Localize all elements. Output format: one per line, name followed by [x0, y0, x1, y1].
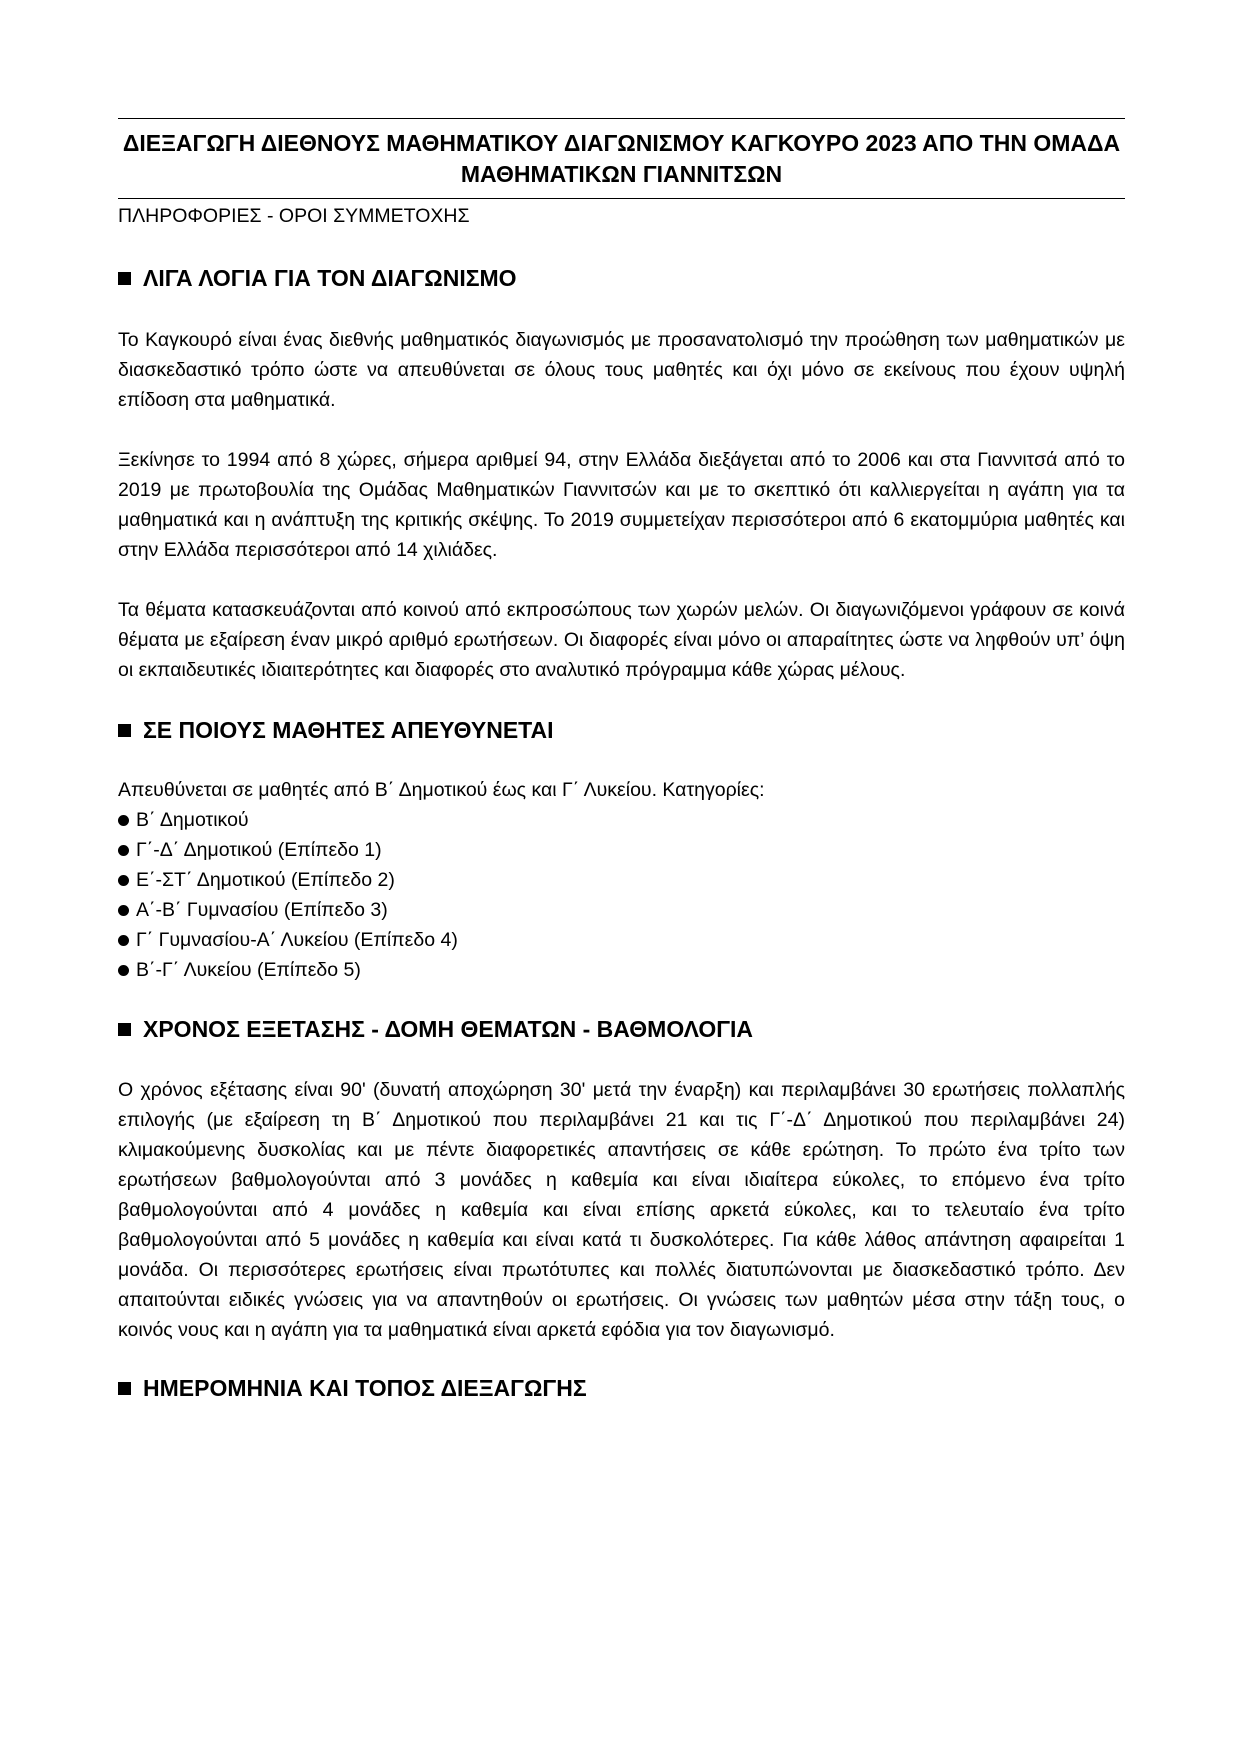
list-item: [118, 805, 1125, 835]
round-bullet-icon: [118, 875, 129, 886]
square-bullet-icon: [118, 724, 131, 737]
list-item-text: Ε΄-ΣΤ΄ Δημοτικού (Επίπεδο 2): [136, 869, 395, 891]
square-bullet-icon: [118, 272, 131, 285]
section-heading-exam: [118, 1014, 1125, 1044]
list-item-text: Α΄-Β΄ Γυμνασίου (Επίπεδο 3): [136, 899, 388, 921]
document-subtitle: ΠΛΗΡΟΦΟΡΙΕΣ - ΟΡΟΙ ΣΥΜΜΕΤΟΧΗΣ: [118, 205, 470, 227]
section-heading-text: ΧΡΟΝΟΣ ΕΞΕΤΑΣΗΣ - ΔΟΜΗ ΘΕΜΑΤΩΝ - ΒΑΘΜΟΛΟΓΙΑ: [143, 1016, 754, 1042]
section-heading-date-place: [118, 1373, 1125, 1403]
section-heading-audience: [118, 715, 1125, 745]
round-bullet-icon: [118, 845, 129, 856]
square-bullet-icon: [118, 1382, 131, 1395]
list-item: [118, 865, 1125, 895]
title-underline: [118, 198, 1125, 199]
about-paragraph-1: Το Καγκουρό είναι ένας διεθνής μαθηματικός διαγωνισμός με προσανατολισμό την προώθηση των μαθηματικών με διασκεδαστικό τρόπο ώστε να απευθύνεται σε όλους τους μαθητές και όχι μόνο σε εκείνους που έχουν υψηλή επίδοση στα μαθηματικά.: [118, 329, 1125, 411]
round-bullet-icon: [118, 905, 129, 916]
square-bullet-icon: [118, 1023, 131, 1036]
list-item: [118, 925, 1125, 955]
document-page: [118, 118, 1125, 1403]
list-item-text: Β΄ Δημοτικού: [136, 809, 249, 831]
list-item-text: Γ΄-Δ΄ Δημοτικού (Επίπεδο 1): [136, 839, 382, 861]
round-bullet-icon: [118, 815, 129, 826]
list-item: [118, 955, 1125, 985]
list-item: [118, 895, 1125, 925]
list-item-text: Β΄-Γ΄ Λυκείου (Επίπεδο 5): [136, 959, 361, 981]
category-list: [118, 805, 1125, 985]
list-item-text: Γ΄ Γυμνασίου-Α΄ Λυκείου (Επίπεδο 4): [136, 929, 458, 951]
about-paragraph-3: Τα θέματα κατασκευάζονται από κοινού από εκπροσώπους των χωρών μελών. Οι διαγωνιζόμενοι γράφουν σε κοινά θέματα με εξαίρεση έναν μικρό αριθμό ερωτήσεων. Οι διαφορές είναι μόνο οι απαραίτητες ώστε να ληφθούν υπ’ όψη οι εκπαιδευτικές ιδιαιτερότητες και διαφορές στο αναλυτικό πρόγραμμα κάθε χώρας μέλους.: [118, 599, 1125, 681]
section-heading-text: ΣΕ ΠΟΙΟΥΣ ΜΑΘΗΤΕΣ ΑΠΕΥΘΥΝΕΤΑΙ: [143, 717, 554, 743]
top-rule: [118, 118, 1125, 119]
section-heading-about: [118, 263, 1125, 293]
exam-paragraph-1: Ο χρόνος εξέτασης είναι 90' (δυνατή αποχώρηση 30' μετά την έναρξη) και περιλαμβάνει 30 ερωτήσεις πολλαπλής επιλογής (με εξαίρεση τη Β΄ Δημοτικού που περιλαμβάνει 21 και τις Γ΄-Δ΄ Δημοτικού που περιλαμβάνει 24) κλιμακούμενης δυσκολίας και με πέντε διαφορετικές απαντήσεις σε κάθε ερώτηση. Το πρώτο ένα τρίτο των ερωτήσεων βαθμολογούνται από 3 μονάδες η καθεμία και είναι ιδιαίτερα εύκολες, το επόμενο ένα τρίτο βαθμολογούνται από 4 μονάδες η καθεμία και είναι επίσης αρκετά εύκολες, και το τελευταίο ένα τρίτο βαθμολογούνται από 5 μονάδες η καθεμία και είναι κατά τι δυσκολότερες. Για κάθε λάθος απάντηση αφαιρείται 1 μονάδα. Οι περισσότερες ερωτήσεις είναι πρωτότυπες και πολλές διατυπώνονται με διασκεδαστικό τρόπο. Δεν απαιτούνται ειδικές γνώσεις για να απαντηθούν οι ερωτήσεις. Οι γνώσεις των μαθητών μέσα στην τάξη τους, ο κοινός νους και η αγάπη για τα μαθηματικά είναι αρκετά εφόδια για τον διαγωνισμό.: [118, 1079, 1125, 1341]
about-paragraph-2: Ξεκίνησε το 1994 από 8 χώρες, σήμερα αριθμεί 94, στην Ελλάδα διεξάγεται από το 2006 και στα Γιαννιτσά από το 2019 με πρωτοβουλία της Ομάδας Μαθηματικών Γιαννιτσών και με το σκεπτικό ότι καλλιεργείται η αγάπη για τα μαθηματικά και η ανάπτυξη της κριτικής σκέψης. Το 2019 συμμετείχαν περισσότεροι από 6 εκατομμύρια μαθητές και στην Ελλάδα περισσότεροι από 14 χιλιάδες.: [118, 449, 1125, 561]
document-title: ΔΙΕΞΑΓΩΓΗ ΔΙΕΘΝΟΥΣ ΜΑΘΗΜΑΤΙΚΟΥ ΔΙΑΓΩΝΙΣΜΟΥ ΚΑΓΚΟΥΡΟ 2023 ΑΠΟ ΤΗΝ ΟΜΑΔΑ ΜΑΘΗΜΑΤΙΚΩΝ ΓΙΑΝΝΙΤΣΩΝ: [122, 130, 1121, 187]
round-bullet-icon: [118, 965, 129, 976]
section-heading-text: ΗΜΕΡΟΜΗΝΙΑ ΚΑΙ ΤΟΠΟΣ ΔΙΕΞΑΓΩΓΗΣ: [143, 1375, 587, 1401]
round-bullet-icon: [118, 935, 129, 946]
section-heading-text: ΛΙΓΑ ΛΟΓΙΑ ΓΙΑ ΤΟΝ ΔΙΑΓΩΝΙΣΜΟ: [143, 265, 517, 291]
audience-intro: Απευθύνεται σε μαθητές από Β΄ Δημοτικού έως και Γ΄ Λυκείου. Κατηγορίες:: [118, 779, 765, 801]
list-item: [118, 835, 1125, 865]
